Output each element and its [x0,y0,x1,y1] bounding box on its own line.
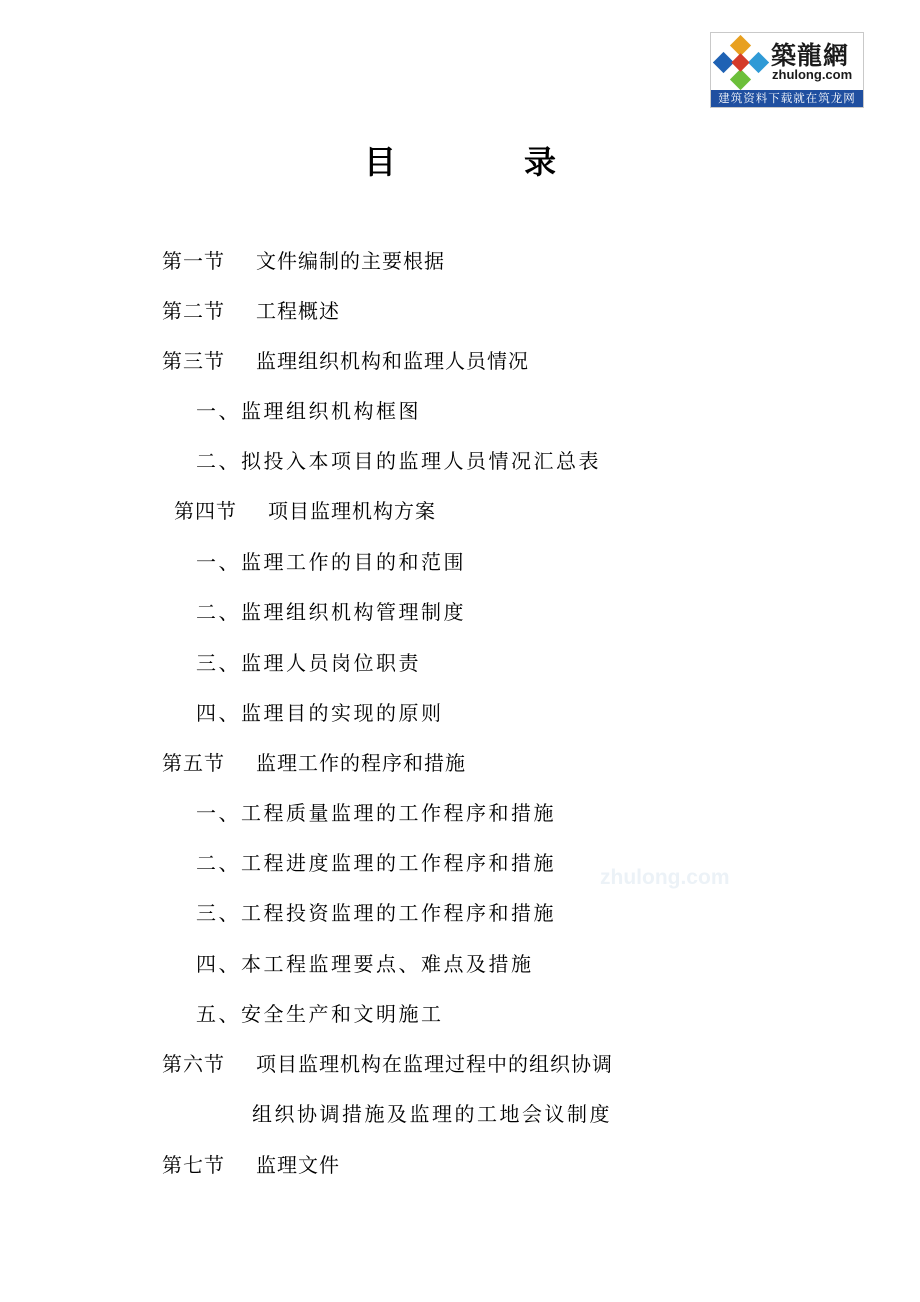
toc-section-title: 监理文件 [256,1153,340,1177]
title-char-2: 录 [524,143,557,181]
toc-section-number: 第四节 [174,499,237,523]
toc-section [174,498,436,524]
logo-name-en: zhulong.com [772,67,853,82]
toc-section-title: 监理组织机构和监理人员情况 [256,349,529,373]
toc-section-title: 项目监理机构方案 [268,499,436,523]
toc-section-number: 第一节 [162,249,225,273]
logo-tagline: 建筑资料下载就在筑龙网 [711,90,863,107]
toc-section-number: 第三节 [162,349,225,373]
toc-subsection: 四、监理目的实现的原则 [196,701,444,725]
toc-subsection: 一、工程质量监理的工作程序和措施 [196,801,556,825]
toc-subsection: 五、安全生产和文明施工 [196,1002,444,1026]
toc-section-title: 工程概述 [256,299,340,323]
toc-subsection: 三、工程投资监理的工作程序和措施 [196,901,556,925]
toc-section-title: 文件编制的主要根据 [256,249,445,273]
toc-section [162,248,445,274]
toc-section-number: 第六节 [162,1052,225,1076]
logo-name-cn: 築龍網 [771,41,850,70]
toc-subsection: 一、监理组织机构框图 [196,399,421,423]
toc-subsection: 二、工程进度监理的工作程序和措施 [196,851,556,875]
toc-subsection: 组织协调措施及监理的工地会议制度 [252,1102,612,1126]
toc-section [162,1051,613,1077]
toc-subsection: 一、监理工作的目的和范围 [196,550,466,574]
toc-subsection: 三、监理人员岗位职责 [196,651,421,675]
toc-section-number: 第七节 [162,1153,225,1177]
toc-section [162,750,466,776]
toc-subsection: 二、监理组织机构管理制度 [196,600,466,624]
watermark: zhulong.com [600,866,730,889]
title-char-1: 目 [363,143,396,181]
toc-section [162,1152,340,1178]
toc-section-title: 监理工作的程序和措施 [256,751,466,775]
toc-section [162,348,529,374]
toc-subsection: 四、本工程监理要点、难点及措施 [196,952,534,976]
toc-section-number: 第五节 [162,751,225,775]
toc-subsection: 二、拟投入本项目的监理人员情况汇总表 [196,449,601,473]
toc-section-title: 项目监理机构在监理过程中的组织协调 [256,1052,613,1076]
toc-section [162,298,340,324]
toc-section-number: 第二节 [162,299,225,323]
